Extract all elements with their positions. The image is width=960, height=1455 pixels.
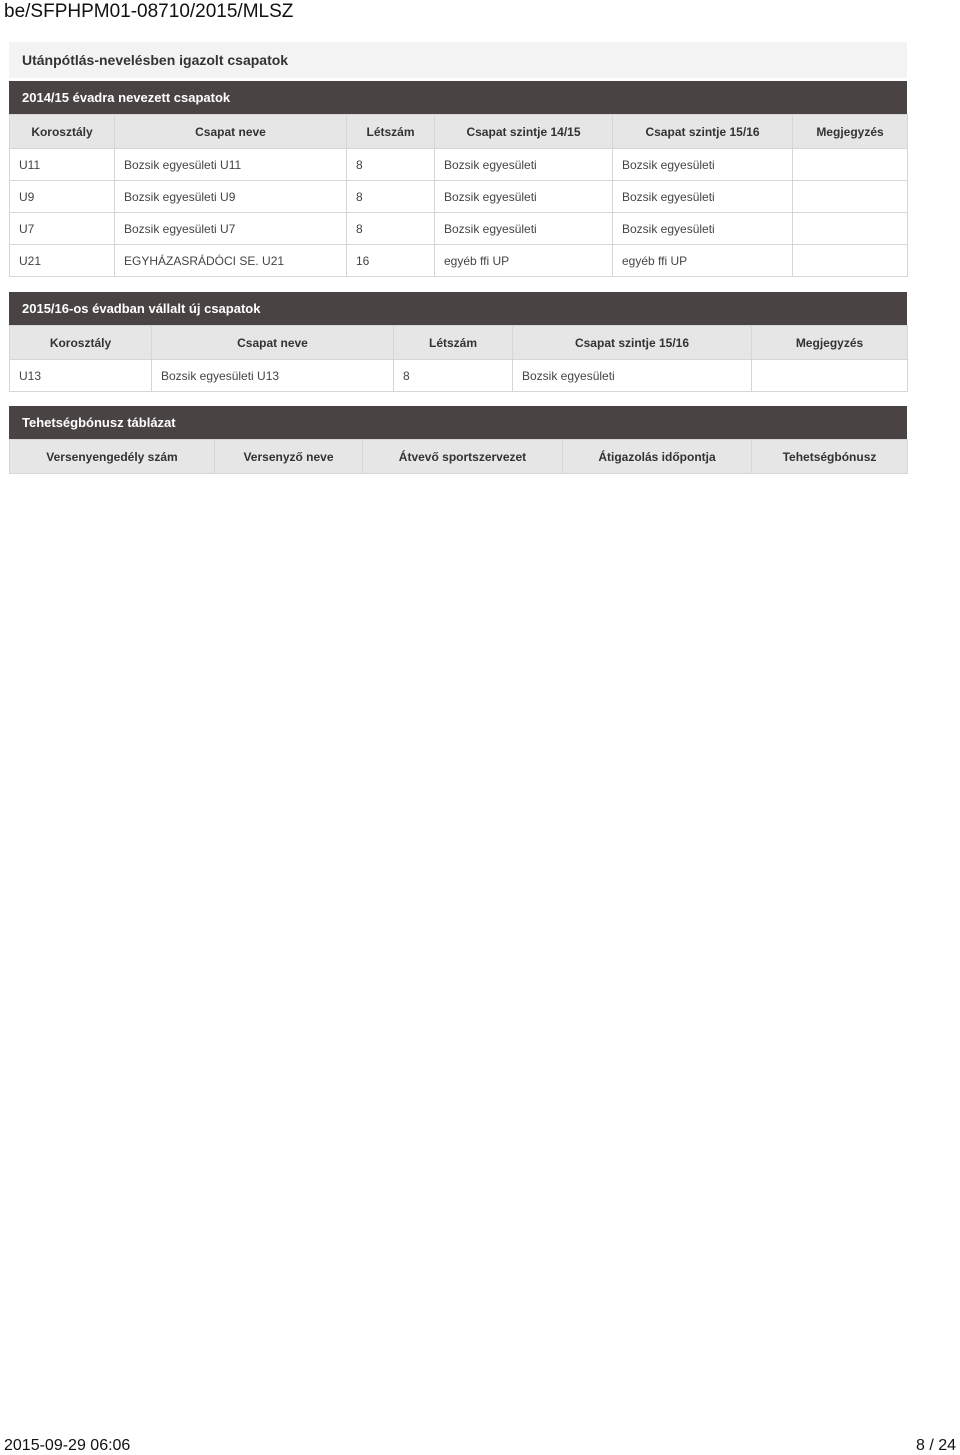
cell-korosztaly: U7	[10, 213, 115, 245]
column-header-letszam: Létszám	[347, 115, 435, 149]
footer-page-number: 8 / 24	[915, 1437, 956, 1454]
cell-korosztaly: U9	[10, 181, 115, 213]
talent-bonus-block	[9, 406, 907, 474]
column-header-atigazolas-idopontja: Átigazolás időpontja	[563, 440, 752, 474]
table-row	[10, 149, 908, 181]
cell-letszam: 16	[347, 245, 435, 277]
cell-csapat-neve: Bozsik egyesületi U11	[115, 149, 347, 181]
cell-szint-15-16: Bozsik egyesületi	[513, 360, 752, 392]
cell-csapat-neve: Bozsik egyesületi U13	[152, 360, 394, 392]
cell-megjegyzes	[752, 360, 908, 392]
column-header-csapat-neve: Csapat neve	[115, 115, 347, 149]
column-header-szint-15-16: Csapat szintje 15/16	[513, 326, 752, 360]
table-row	[10, 360, 908, 392]
column-header-megjegyzes: Megjegyzés	[752, 326, 908, 360]
column-header-korosztaly: Korosztály	[10, 115, 115, 149]
footer-timestamp: 2015-09-29 06:06	[4, 1437, 131, 1454]
cell-szint-14-15: Bozsik egyesületi	[435, 149, 613, 181]
column-header-tehetsegbonusz: Tehetségbónusz	[752, 440, 908, 474]
talent-bonus-table	[9, 439, 908, 474]
teams-2014-15-block	[9, 81, 907, 277]
table-header-row	[10, 326, 908, 360]
column-header-versenyengedely-szam: Versenyengedély szám	[10, 440, 215, 474]
cell-szint-14-15: egyéb ffi UP	[435, 245, 613, 277]
cell-csapat-neve: EGYHÁZASRÁDÓCI SE. U21	[115, 245, 347, 277]
column-header-korosztaly: Korosztály	[10, 326, 152, 360]
cell-megjegyzes	[793, 149, 908, 181]
teams-2014-15-table	[9, 114, 908, 277]
table-header-row	[10, 440, 908, 474]
cell-szint-15-16: Bozsik egyesületi	[613, 213, 793, 245]
table-header-row	[10, 115, 908, 149]
cell-csapat-neve: Bozsik egyesületi U7	[115, 213, 347, 245]
column-header-megjegyzes: Megjegyzés	[793, 115, 908, 149]
column-header-szint-15-16: Csapat szintje 15/16	[613, 115, 793, 149]
cell-megjegyzes	[793, 181, 908, 213]
column-header-szint-14-15: Csapat szintje 14/15	[435, 115, 613, 149]
table-title-2014-15: 2014/15 évadra nevezett csapatok	[9, 81, 907, 114]
column-header-letszam: Létszám	[394, 326, 513, 360]
cell-letszam: 8	[347, 181, 435, 213]
cell-szint-15-16: egyéb ffi UP	[613, 245, 793, 277]
cell-megjegyzes	[793, 245, 908, 277]
table-title-talent-bonus: Tehetségbónusz táblázat	[9, 406, 907, 439]
column-header-atvevo-sportszervezet: Átvevő sportszervezet	[363, 440, 563, 474]
cell-letszam: 8	[347, 149, 435, 181]
table-title-2015-16: 2015/16-os évadban vállalt új csapatok	[9, 292, 907, 325]
cell-korosztaly: U21	[10, 245, 115, 277]
cell-szint-15-16: Bozsik egyesületi	[613, 149, 793, 181]
teams-2015-16-block	[9, 292, 907, 392]
column-header-versenyzo-neve: Versenyző neve	[215, 440, 363, 474]
section-title: Utánpótlás-nevelésben igazolt csapatok	[9, 42, 907, 78]
cell-csapat-neve: Bozsik egyesületi U9	[115, 181, 347, 213]
cell-szint-14-15: Bozsik egyesületi	[435, 213, 613, 245]
cell-szint-14-15: Bozsik egyesületi	[435, 181, 613, 213]
column-header-csapat-neve: Csapat neve	[152, 326, 394, 360]
document-id: be/SFPHPM01-08710/2015/MLSZ	[4, 1, 294, 22]
cell-letszam: 8	[347, 213, 435, 245]
cell-letszam: 8	[394, 360, 513, 392]
table-row	[10, 245, 908, 277]
cell-korosztaly: U13	[10, 360, 152, 392]
table-row	[10, 213, 908, 245]
teams-2015-16-table	[9, 325, 908, 392]
cell-szint-15-16: Bozsik egyesületi	[613, 181, 793, 213]
table-row	[10, 181, 908, 213]
cell-megjegyzes	[793, 213, 908, 245]
cell-korosztaly: U11	[10, 149, 115, 181]
